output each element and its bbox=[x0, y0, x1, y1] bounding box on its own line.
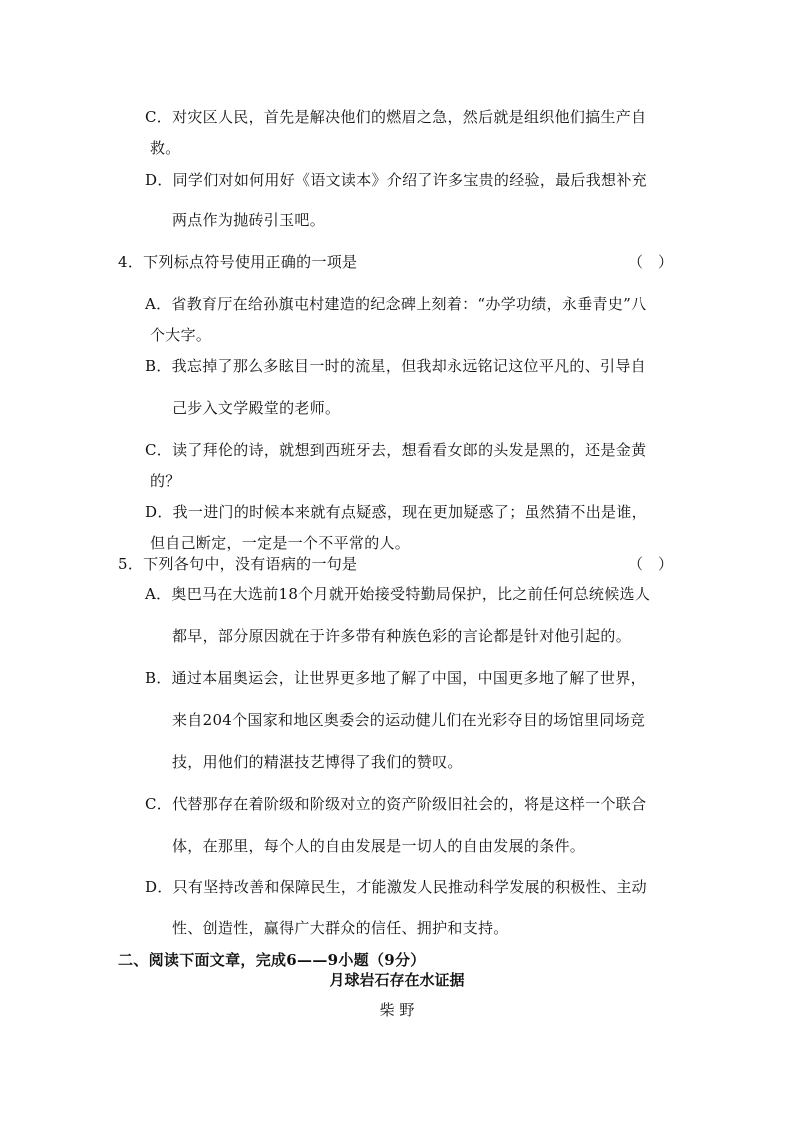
q4-option-d-line1: D．我一进门的时候本来就有点疑惑，现在更加疑惑了；虽然猜不出是谁， bbox=[145, 503, 647, 521]
q4-stem: 4．下列标点符号使用正确的一项是 bbox=[118, 253, 358, 271]
q5-option-b-line3: 技，用他们的精湛技艺博得了我们的赞叹。 bbox=[172, 753, 463, 771]
q3-option-c-line1: C．对灾区人民，首先是解决他们的燃眉之急，然后就是组织他们搞生产自 bbox=[145, 108, 647, 126]
q5-option-b-line2: 来自204个国家和地区奥委会的运动健儿们在光彩夺目的场馆里同场竞 bbox=[172, 711, 646, 729]
q4-option-a-line2: 个大字。 bbox=[150, 326, 212, 344]
q3-option-c-line2: 救。 bbox=[150, 139, 181, 157]
q5-option-a-line2: 都早，部分原因就在于许多带有种族色彩的言论都是针对他引起的。 bbox=[172, 627, 632, 645]
q4-option-a-line1: A．省教育厅在给孙旗屯村建造的纪念碑上刻着：“办学功绩，永垂青史”八 bbox=[145, 295, 647, 313]
q4-option-b-line1: B．我忘掉了那么多眩目一时的流星，但我却永远铭记这位平凡的、引导自 bbox=[145, 357, 646, 375]
q3-option-d-line1: D．同学们对如何用好《语文读本》介绍了许多宝贵的经验，最后我想补充 bbox=[145, 171, 647, 189]
q5-option-b-line1: B．通过本届奥运会，让世界更多地了解了中国，中国更多地了解了世界， bbox=[145, 669, 646, 687]
q4-answer-bracket: （ ） bbox=[628, 253, 674, 271]
q5-option-d-line1: D．只有坚持改善和保障民生，才能激发人民推动科学发展的积极性、主动 bbox=[145, 878, 647, 896]
q4-option-c-line1: C．读了拜伦的诗，就想到西班牙去，想看看女郎的头发是黑的，还是金黄 bbox=[145, 441, 647, 459]
q5-stem: 5．下列各句中，没有语病的一句是 bbox=[118, 555, 358, 573]
q4-option-b-line2: 己步入文学殿堂的老师。 bbox=[172, 399, 341, 417]
q5-option-a-line1: A．奥巴马在大选前18个月就开始接受特勤局保护，比之前任何总统候选人 bbox=[145, 585, 651, 603]
q4-option-c-line2: 的？ bbox=[150, 472, 181, 490]
q5-option-c-line1: C．代替那存在着阶级和阶级对立的资产阶级旧社会的，将是这样一个联合 bbox=[145, 795, 647, 813]
q5-answer-bracket: （ ） bbox=[628, 555, 674, 573]
section-heading: 二、阅读下面文章，完成6——9小题（9分） bbox=[118, 951, 426, 969]
q4-option-d-line2: 但自己断定，一定是一个不平常的人。 bbox=[150, 534, 411, 552]
q3-option-d-line2: 两点作为抛砖引玉吧。 bbox=[172, 211, 326, 229]
article-title: 月球岩石存在水证据 bbox=[329, 971, 465, 989]
q5-option-d-line2: 性、创造性，赢得广大群众的信任、拥护和支持。 bbox=[172, 919, 509, 937]
article-author: 柴 野 bbox=[379, 1001, 415, 1019]
q5-option-c-line2: 体，在那里，每个人的自由发展是一切人的自由发展的条件。 bbox=[172, 837, 586, 855]
